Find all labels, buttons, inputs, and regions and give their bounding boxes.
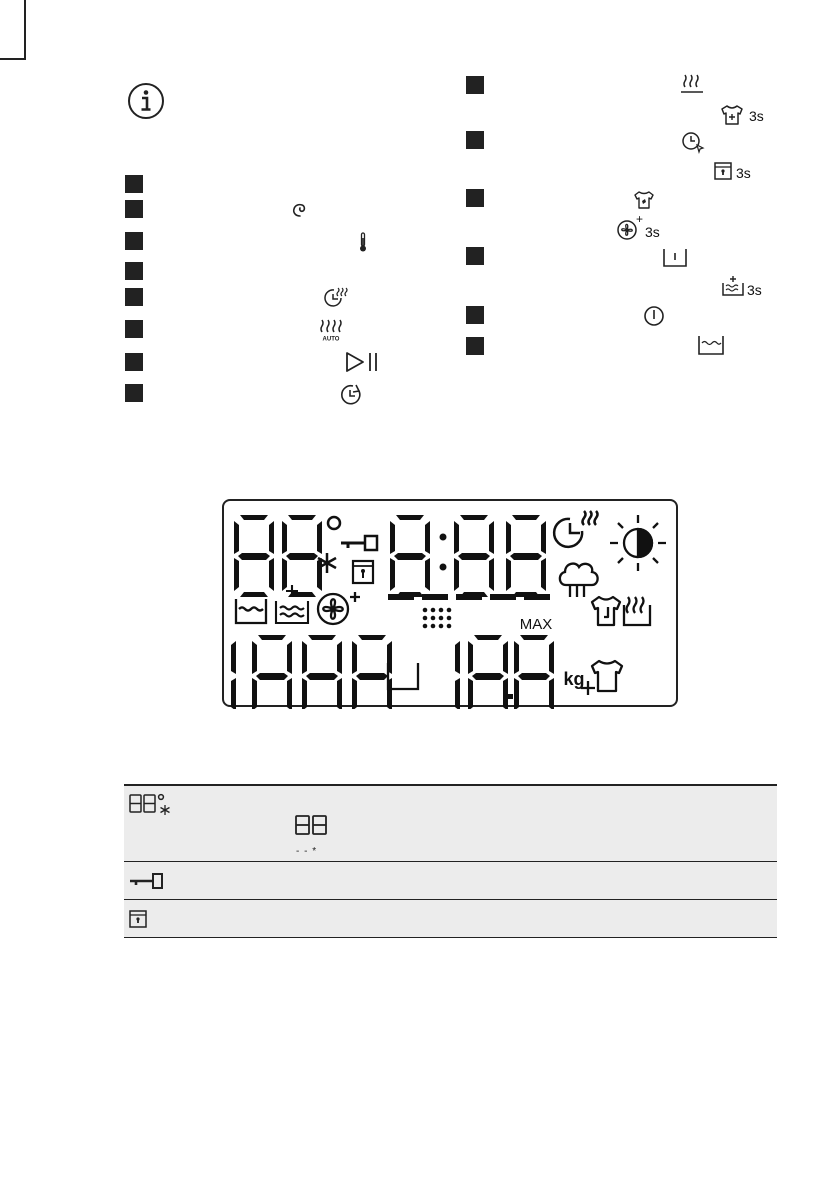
rinse-plus-icon [721,275,745,297]
shirt-steam-icon [592,597,620,625]
steam-auto-icon [318,318,344,342]
table-row [124,862,777,900]
weight-digits [455,635,554,709]
door-lock-display-icon [353,561,373,583]
duration-3s-label: 3s [749,108,764,124]
list-item-marker [466,306,484,324]
water-level-display-icon [236,599,266,623]
delay-start-icon [339,383,363,407]
kg-label: kg [563,669,585,689]
plus-label: + [636,212,644,226]
display-diagram [224,501,680,709]
temperature-digits [234,515,322,597]
list-item-marker [466,131,484,149]
brightness-icon [610,515,666,571]
spin-icon [290,199,310,221]
list-item-marker [125,175,143,193]
list-item-marker [125,262,143,280]
symbol-table [124,784,777,938]
spin-speed-digits [231,635,392,709]
list-item-marker [466,247,484,265]
anti-crease-icon [633,190,655,210]
decimal-point [508,694,513,699]
fan-plus-icon [616,219,638,241]
auto-caption: AUTO [322,336,340,342]
table-row [124,784,777,862]
double-digit-display [294,814,328,841]
display-panel [222,499,678,707]
fan-plus-display-icon [318,592,360,624]
door-lock-icon [713,161,733,181]
steam-cloud-icon [560,564,598,597]
time-save-steam-icon [324,285,350,309]
water-level-icon [697,334,725,356]
max-label: MAX [519,616,553,633]
list-item-marker [466,337,484,355]
list-item-marker [125,384,143,402]
basket-display-icon [388,663,418,689]
list-item-marker [466,76,484,94]
shirt-add-icon [720,104,744,126]
door-lock-icon [128,909,148,934]
dots-indicator [423,608,452,629]
steam-icon [679,73,705,95]
info-icon [126,81,166,121]
crop-mark [0,0,26,60]
basket-icon [662,248,688,268]
shirt-load-display-icon [581,661,622,695]
duration-3s-label: 3s [736,165,751,181]
child-lock-icon [341,536,377,550]
duration-3s-label: 3s [645,224,660,240]
list-item-marker [125,320,143,338]
progress-bars [388,594,550,600]
time-digits [390,515,546,597]
table-row [124,900,777,938]
list-item-marker [125,288,143,306]
time-manager-icon [681,131,707,155]
colon-dot [440,534,447,541]
list-item-marker [466,189,484,207]
duration-3s-label: 3s [747,282,762,298]
degree-icon [328,517,340,529]
temperature-display-icon [128,792,174,821]
temperature-icon [357,230,369,254]
child-lock-icon [128,872,166,895]
list-item-marker [125,232,143,250]
dash-indicator: - - * [296,846,318,857]
time-save-steam-display-icon [554,511,597,547]
list-item-marker [125,353,143,371]
start-pause-icon [344,350,384,374]
rinse-plus-display-icon [276,585,308,623]
steam-display-icon [624,597,650,625]
list-item-marker [125,200,143,218]
colon-dot [440,564,447,571]
power-icon [642,304,666,328]
